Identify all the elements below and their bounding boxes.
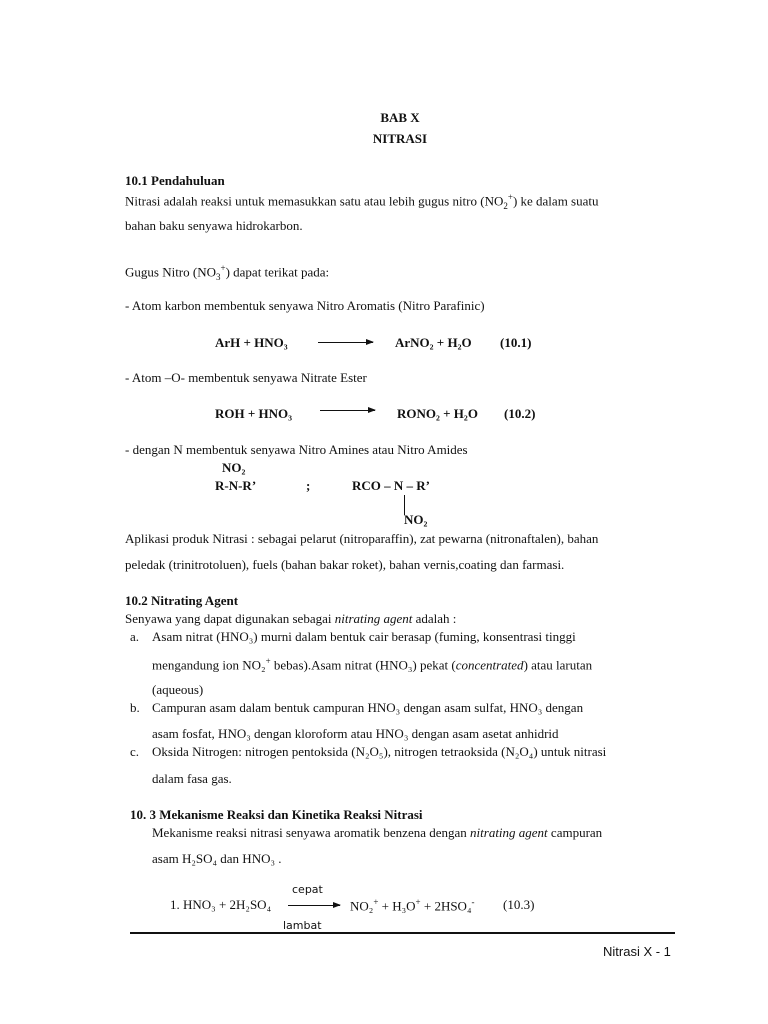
equation-1-arrow [318, 342, 373, 343]
list-item-a-line-1: Asam nitrat (HNO₃) murni dalam bentuk cair berasap (fuming, konsentrasi tinggi [152, 629, 576, 644]
page-footer: Nitrasi X - 1 [603, 944, 671, 959]
list-item-b-line-2: asam fosfat, HNO₃ dengan kloroform atau HNO₃ dengan asam asetat anhidrid [152, 726, 559, 741]
equation-2-left: ROH + HNO₃ [215, 406, 293, 421]
equation-3-left: 1. HNO₃ + 2H₂SO₄ [170, 897, 272, 912]
mechanism-line-2: asam H₂SO₄ dan HNO₃ . [152, 851, 282, 866]
list-marker-b: b. [130, 700, 140, 715]
equation-2-number: (10.2) [504, 406, 536, 421]
nitrating-intro: Senyawa yang dapat digunakan sebagai nitrating agent adalah : [125, 611, 457, 626]
formula-separator: ; [306, 478, 311, 493]
section-heading-1: 10.1 Pendahuluan [125, 173, 225, 188]
intro-line-2: bahan baku senyawa hidrokarbon. [125, 218, 303, 233]
section-heading-3: 10. 3 Mekanisme Reaksi dan Kinetika Reaksi Nitrasi [130, 807, 423, 822]
bullet-item-3: - dengan N membentuk senyawa Nitro Amines atau Nitro Amides [125, 442, 468, 457]
equation-3-number: (10.3) [503, 897, 535, 912]
list-marker-a: a. [130, 629, 140, 644]
equation-2-arrow [320, 410, 375, 411]
equation-3-right: NO₂+ + H₃O+ + 2HSO₄- [350, 897, 475, 914]
equation-2-right: RONO₂ + H₂O [397, 406, 478, 421]
equation-3-rate-slow: lambat [283, 919, 322, 932]
page-title: NITRASI [372, 131, 428, 146]
list-item-b-line-1: Campuran asam dalam bentuk campuran HNO₃ dengan asam sulfat, HNO₃ dengan [152, 700, 584, 715]
equation-1-left: ArH + HNO₃ [215, 335, 288, 350]
intro-line-1: Nitrasi adalah reaksi untuk memasukkan satu atau lebih gugus nitro $(NO_2^+)$ ke dalam suatu [125, 192, 599, 211]
equation-3-arrow [288, 905, 340, 906]
nitro-amine-no2: NO₂ [222, 460, 246, 475]
list-item-c-line-1: Oksida Nitrogen: nitrogen pentoksida (N₂O₅), nitrogen tetraoksida (N₂O₄) untuk nitrasi [152, 744, 607, 759]
mechanism-line-1: Mekanisme reaksi nitrasi senyawa aromatik benzena dengan nitrating agent campuran [152, 825, 603, 840]
list-item-a-line-3: (aqueous) [152, 682, 204, 697]
equation-1-number: (10.1) [500, 335, 532, 350]
equation-1-right: ArNO₂ + H₂O [395, 335, 472, 350]
footer-rule [130, 932, 675, 934]
nitro-amide-no2: NO₂ [404, 512, 428, 527]
bullet-item-2: - Atom –O- membentuk senyawa Nitrate Ester [125, 370, 367, 385]
list-item-c-line-2: dalam fasa gas. [152, 771, 232, 786]
applications-line-2: peledak (trinitrotoluen), fuels (bahan bakar roket), bahan vernis,coating dan farmasi. [125, 557, 565, 572]
bullet-item-1: - Atom karbon membentuk senyawa Nitro Aromatis (Nitro Parafinic) [125, 298, 485, 313]
chapter-label: BAB X [380, 110, 420, 125]
equation-3-rate-fast: cepat [292, 883, 323, 896]
nitro-amide-formula: RCO – N – R’ [352, 478, 430, 493]
list-marker-c: c. [130, 744, 140, 759]
nitro-amine-formula: R-N-R’ [215, 478, 257, 493]
applications-line-1: Aplikasi produk Nitrasi : sebagai pelarut (nitroparaffin), zat pewarna (nitronaftalen), bahan [125, 531, 599, 546]
section-heading-2: 10.2 Nitrating Agent [125, 593, 239, 608]
gugus-nitro-line: Gugus Nitro $(NO_3^+)$ dapat terikat pada: [125, 263, 330, 282]
list-item-a-line-2: mengandung ion NO₂+ bebas).Asam nitrat (HNO₃) pekat (concentrated) atau larutan [152, 656, 593, 673]
